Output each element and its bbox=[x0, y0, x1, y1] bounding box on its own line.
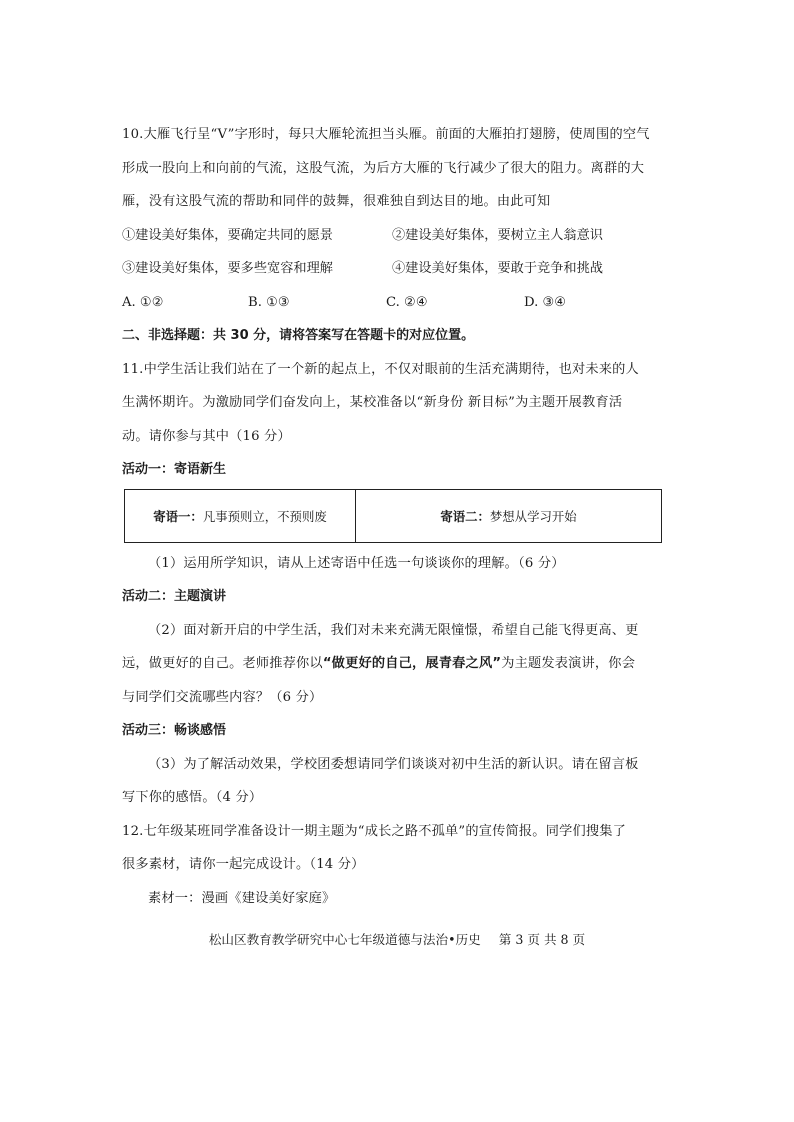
message-1-label: 寄语一： bbox=[153, 508, 203, 524]
activity-2-title: 活动二：主题演讲 bbox=[122, 589, 227, 604]
q10-statements-row-1 bbox=[122, 219, 662, 253]
q11-sub-2-line-3: 与同学们交流哪些内容？（6 分） bbox=[122, 689, 323, 705]
q10-statement-3: ③建设美好集体，要多些宽容和理解 bbox=[122, 261, 333, 276]
q10-statement-2: ②建设美好集体，要树立主人翁意识 bbox=[392, 227, 603, 243]
q11-sub-3-line-1: （3）为了解活动效果，学校团委想请同学们谈谈对初中生活的新认识。请在留言板 bbox=[148, 756, 639, 772]
message-2-cell bbox=[356, 490, 661, 542]
q10-options bbox=[122, 286, 662, 320]
q10-option-c: C. ②④ bbox=[386, 294, 428, 310]
q10-statement-4: ④建设美好集体，要敢于竞争和挑战 bbox=[392, 261, 603, 276]
q11-sub-2-line-1: （2）面对新开启的中学生活，我们对未来充满无限憧憬，希望自己能飞得更高、更 bbox=[148, 622, 639, 638]
message-2-label: 寄语二： bbox=[440, 508, 490, 524]
q11-sub-3-line-2: 写下你的感悟。（4 分） bbox=[122, 790, 263, 805]
footer-page-number: 第 3 页 共 8 页 bbox=[498, 932, 586, 947]
q11-sub-1: （1）运用所学知识，请从上述寄语中任选一句谈谈你的理解。（6 分） bbox=[148, 555, 565, 571]
speech-theme: “做更好的自己，展青春之风” bbox=[322, 656, 502, 671]
q11-line-3: 动。请你参与其中（16 分） bbox=[122, 428, 291, 444]
q10-line-1: 10.大雁飞行呈“V”字形时，每只大雁轮流担当头雁。前面的大雁拍打翅膀，使周围的空气 bbox=[122, 127, 650, 142]
q12-line-1: 12.七年级某班同学准备设计一期主题为“成长之路不孤单”的宣传简报。同学们搜集了 bbox=[122, 823, 627, 839]
q10-statement-1: ①建设美好集体，要确定共同的愿景 bbox=[122, 227, 333, 243]
q10-option-d: D. ③④ bbox=[524, 294, 567, 310]
activity-1-title: 活动一：寄语新生 bbox=[122, 462, 227, 477]
q10-option-a: A. ①② bbox=[122, 294, 164, 310]
q10-line-3: 雁，没有这股气流的帮助和同伴的鼓舞，很难独自到达目的地。由此可知 bbox=[122, 194, 551, 209]
q11-sub-2-line-2 bbox=[122, 647, 662, 681]
q10-statements-row-2 bbox=[122, 252, 662, 286]
footer-source: 松山区教育教学研究中心七年级道德与法治•历史 bbox=[208, 932, 481, 947]
activity-3-title: 活动三：畅谈感悟 bbox=[122, 723, 227, 738]
sub-2-post: 为主题发表演讲，你会 bbox=[501, 656, 636, 671]
q11-line-1: 11.中学生活让我们站在了一个新的起点上，不仅对眼前的生活充满期待，也对未来的人 bbox=[122, 361, 639, 377]
message-1-text: 凡事预则立，不预则废 bbox=[202, 508, 327, 524]
page-content bbox=[122, 118, 662, 915]
message-1-cell bbox=[125, 490, 356, 542]
sub-2-pre: 远，做更好的自己。老师推荐你以 bbox=[122, 656, 323, 671]
section-2-title: 二、非选择题：共 30 分，请将答案写在答题卡的对应位置。 bbox=[122, 328, 475, 343]
page-footer bbox=[0, 930, 794, 950]
q12-material-1: 素材一：漫画《建设美好家庭》 bbox=[148, 890, 336, 906]
q10-line-2: 形成一股向上和向前的气流，这股气流，为后方大雁的飞行减少了很大的阻力。离群的大 bbox=[122, 160, 645, 176]
messages-table bbox=[124, 489, 662, 543]
q11-line-2: 生满怀期许。为激励同学们奋发向上，某校准备以“新身份 新目标”为主题开展教育活 bbox=[122, 395, 623, 410]
q10-option-b: B. ①③ bbox=[248, 294, 290, 310]
q12-line-2: 很多素材，请你一起完成设计。（14 分） bbox=[122, 857, 365, 872]
message-2-text: 梦想从学习开始 bbox=[489, 508, 577, 524]
